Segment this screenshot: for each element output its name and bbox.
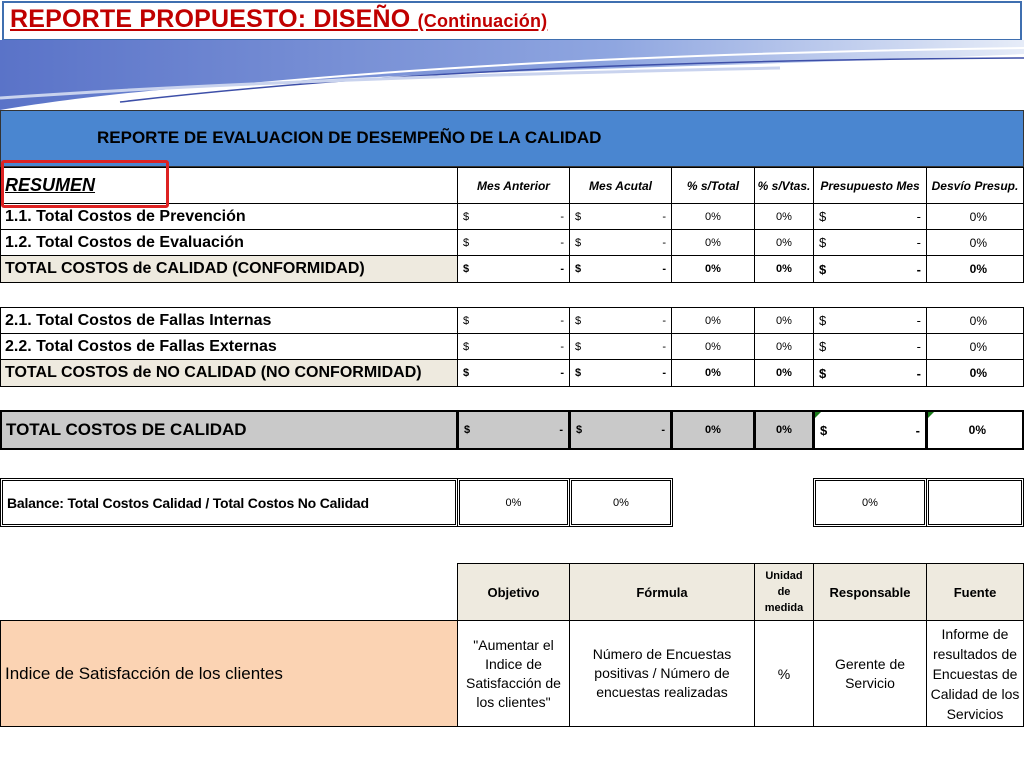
col-header-mes-anterior: Mes Anterior [457, 167, 570, 204]
cell-presupuesto: $ - [813, 333, 927, 360]
row-label-total-calidad: TOTAL COSTOS DE CALIDAD [0, 410, 458, 450]
cell-pct-ventas: 0% [754, 333, 814, 360]
row-label-total-no-conformidad: TOTAL COSTOS de NO CALIDAD (NO CONFORMIDAD) [0, 359, 458, 387]
row-label-total-conformidad: TOTAL COSTOS de CALIDAD (CONFORMIDAD) [0, 255, 458, 283]
cell-pct-total: 0% [671, 333, 755, 360]
row-label-evaluacion: 1.2. Total Costos de Evaluación [0, 229, 458, 256]
slide-title-sub: (Continuación) [417, 11, 548, 31]
comment-marker-icon [928, 412, 934, 418]
cell-pct-ventas: 0% [754, 203, 814, 230]
slide-title [10, 5, 547, 34]
slide-title-main: REPORTE PROPUESTO: DISEÑO [10, 5, 411, 33]
summary-label: RESUMEN [0, 167, 458, 204]
col-header-desvio: Desvío Presup. [926, 167, 1024, 204]
cell-presupuesto: $ - [813, 410, 927, 450]
indicator-responsable: Gerente de Servicio [813, 620, 927, 727]
cell-desvio: 0% [926, 229, 1024, 256]
cell-mes-actual: $ - [569, 410, 672, 450]
comment-marker-icon [815, 412, 821, 418]
ind-header-responsable: Responsable [813, 563, 927, 621]
cell-pct-ventas: 0% [754, 307, 814, 334]
cell-desvio: 0% [926, 307, 1024, 334]
cell-desvio: 0% [926, 333, 1024, 360]
indicator-name: Indice de Satisfacción de los clientes [0, 620, 458, 727]
indicator-fuente: Informe de resultados de Encuestas de Calidad de los Servicios [926, 620, 1024, 727]
cell-mes-actual: $ - [569, 203, 672, 230]
ind-header-fuente: Fuente [926, 563, 1024, 621]
ind-header-objetivo: Objetivo [457, 563, 570, 621]
balance-empty-cell [926, 478, 1024, 527]
col-header-pct-ventas: % s/Vtas. [754, 167, 814, 204]
cell-presupuesto: $ - [813, 359, 927, 387]
cell-mes-anterior: $ - [457, 203, 570, 230]
row-label-prevencion: 1.1. Total Costos de Prevención [0, 203, 458, 230]
cell-desvio: 0% [926, 203, 1024, 230]
balance-value-presupuesto: 0% [813, 478, 927, 527]
cell-desvio: 0% [926, 410, 1024, 450]
report-header-title: REPORTE DE EVALUACION DE DESEMPEÑO DE LA CALIDAD [97, 128, 602, 147]
indicator-unidad: % [754, 620, 814, 727]
cell-mes-actual: $ - [569, 333, 672, 360]
cell-desvio: 0% [926, 359, 1024, 387]
col-header-pct-total: % s/Total [671, 167, 755, 204]
cell-pct-total: 0% [671, 203, 755, 230]
cell-mes-anterior: $ - [457, 333, 570, 360]
cell-mes-anterior: $ - [457, 410, 570, 450]
cell-mes-actual: $ - [569, 255, 672, 283]
cell-presupuesto: $ - [813, 255, 927, 283]
cell-pct-ventas: 0% [754, 410, 814, 450]
cell-pct-total: 0% [671, 307, 755, 334]
cell-pct-total: 0% [671, 410, 755, 450]
cell-pct-total: 0% [671, 255, 755, 283]
decorative-swoosh [0, 40, 1024, 110]
cell-mes-anterior: $ - [457, 255, 570, 283]
cell-pct-ventas: 0% [754, 255, 814, 283]
indicator-formula: Número de Encuestas positivas / Número de encuestas realizadas [569, 620, 755, 727]
cell-pct-ventas: 0% [754, 229, 814, 256]
cell-pct-ventas: 0% [754, 359, 814, 387]
cell-mes-actual: $ - [569, 229, 672, 256]
cell-mes-actual: $ - [569, 307, 672, 334]
cell-pct-total: 0% [671, 229, 755, 256]
row-label-fallas-externas: 2.2. Total Costos de Fallas Externas [0, 333, 458, 360]
cell-presupuesto: $ - [813, 307, 927, 334]
indicator-objetivo: "Aumentar el Indice de Satisfacción de los clientes" [457, 620, 570, 727]
balance-label: Balance: Total Costos Calidad / Total Costos No Calidad [0, 478, 458, 527]
cell-mes-anterior: $ - [457, 307, 570, 334]
cell-presupuesto: $ - [813, 229, 927, 256]
balance-value-mes-actual: 0% [569, 478, 673, 527]
ind-header-unidad: Unidad de medida [754, 563, 814, 621]
cell-mes-anterior: $ - [457, 229, 570, 256]
cell-pct-total: 0% [671, 359, 755, 387]
cell-mes-actual: $ - [569, 359, 672, 387]
ind-header-formula: Fórmula [569, 563, 755, 621]
balance-value-mes-anterior: 0% [457, 478, 570, 527]
cell-desvio: 0% [926, 255, 1024, 283]
col-header-mes-actual: Mes Acutal [569, 167, 672, 204]
cell-mes-anterior: $ - [457, 359, 570, 387]
col-header-presupuesto: Presupuesto Mes [813, 167, 927, 204]
row-label-fallas-internas: 2.1. Total Costos de Fallas Internas [0, 307, 458, 334]
cell-presupuesto: $ - [813, 203, 927, 230]
resumen-highlight-box [1, 160, 169, 208]
